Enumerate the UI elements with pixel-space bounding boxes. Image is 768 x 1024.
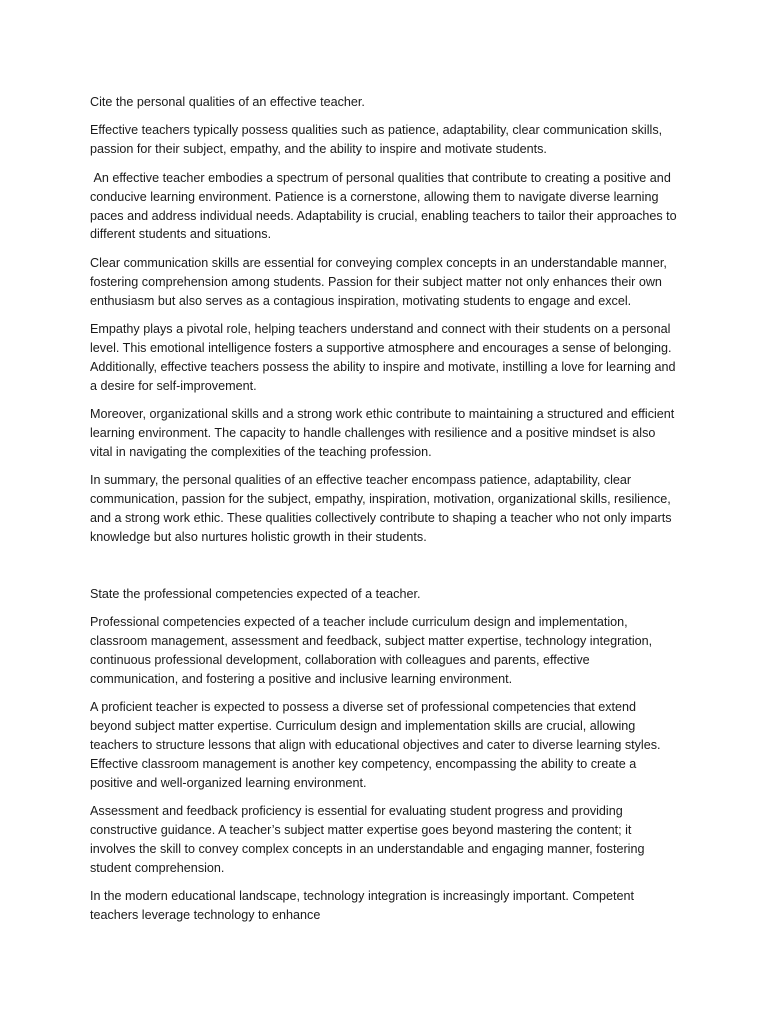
- paragraph: In the modern educational landscape, technology integration is increasingly important. Competent teachers leverage technology to enhance: [90, 889, 634, 923]
- document-body: [90, 93, 681, 935]
- section-gap: [90, 557, 678, 585]
- paragraph: A proficient teacher is expected to possess a diverse set of professional competencies that extend beyond subject matter expertise. Curriculum design and implementation skills are crucial, allowing teachers to structure lessons that align with educational objectives and cater to diverse learning styles. Effective classroom management is another key competency, encompassing the ability to create a positive and well-organized learning environment.: [90, 700, 661, 790]
- paragraph: Assessment and feedback proficiency is essential for evaluating student progress and providing constructive guidance. A teacher’s subject matter expertise goes beyond mastering the content; it involves the skill to convey complex concepts in an understandable and engaging manner, fostering student comprehension.: [90, 804, 645, 875]
- paragraph: Professional competencies expected of a teacher include curriculum design and implementation, classroom management, assessment and feedback, subject matter expertise, technology integration, continuous professional development, collaboration with colleagues and parents, effective communication, and fostering a positive and inclusive learning environment.: [90, 614, 653, 686]
- question-2: State the professional competencies expected of a teacher.: [90, 586, 421, 601]
- paragraph: An effective teacher embodies a spectrum of personal qualities that contribute to creating a positive and conducive learning environment. Patience is a cornerstone, allowing them to navigate diverse learning paces and address individual needs. Adaptability is crucial, enabling teachers to tailor their approaches to different students and situations.: [90, 170, 681, 242]
- paragraph: Clear communication skills are essential for conveying complex concepts in an understandable manner, fostering comprehension among students. Passion for their subject matter not only enhances their own enthusiasm but also serves as a contagious inspiration, motivating students to engage and excel.: [90, 255, 667, 308]
- paragraph: Moreover, organizational skills and a strong work ethic contribute to maintaining a structured and efficient learning environment. The capacity to handle challenges with resilience and a positive mindset is also vital in navigating the complexities of the teaching profession.: [90, 407, 675, 459]
- paragraph: Effective teachers typically possess qualities such as patience, adaptability, clear communication skills, passion for their subject, empathy, and the ability to inspire and motivate students.: [90, 123, 663, 157]
- paragraph: In summary, the personal qualities of an effective teacher encompass patience, adaptability, clear communication, passion for the subject, empathy, inspiration, motivation, organizational skills, resilience, and a strong work ethic. These qualities collectively contribute to shaping a teacher who not only imparts knowledge but also nurtures holistic growth in their students.: [90, 473, 672, 545]
- paragraph: Empathy plays a pivotal role, helping teachers understand and connect with their students on a personal level. This emotional intelligence fosters a supportive atmosphere and encourages a sense of belonging. Additionally, effective teachers possess the ability to inspire and motivate, instilling a love for learning and a desire for self-improvement.: [90, 322, 676, 393]
- question-1: Cite the personal qualities of an effective teacher.: [90, 95, 365, 109]
